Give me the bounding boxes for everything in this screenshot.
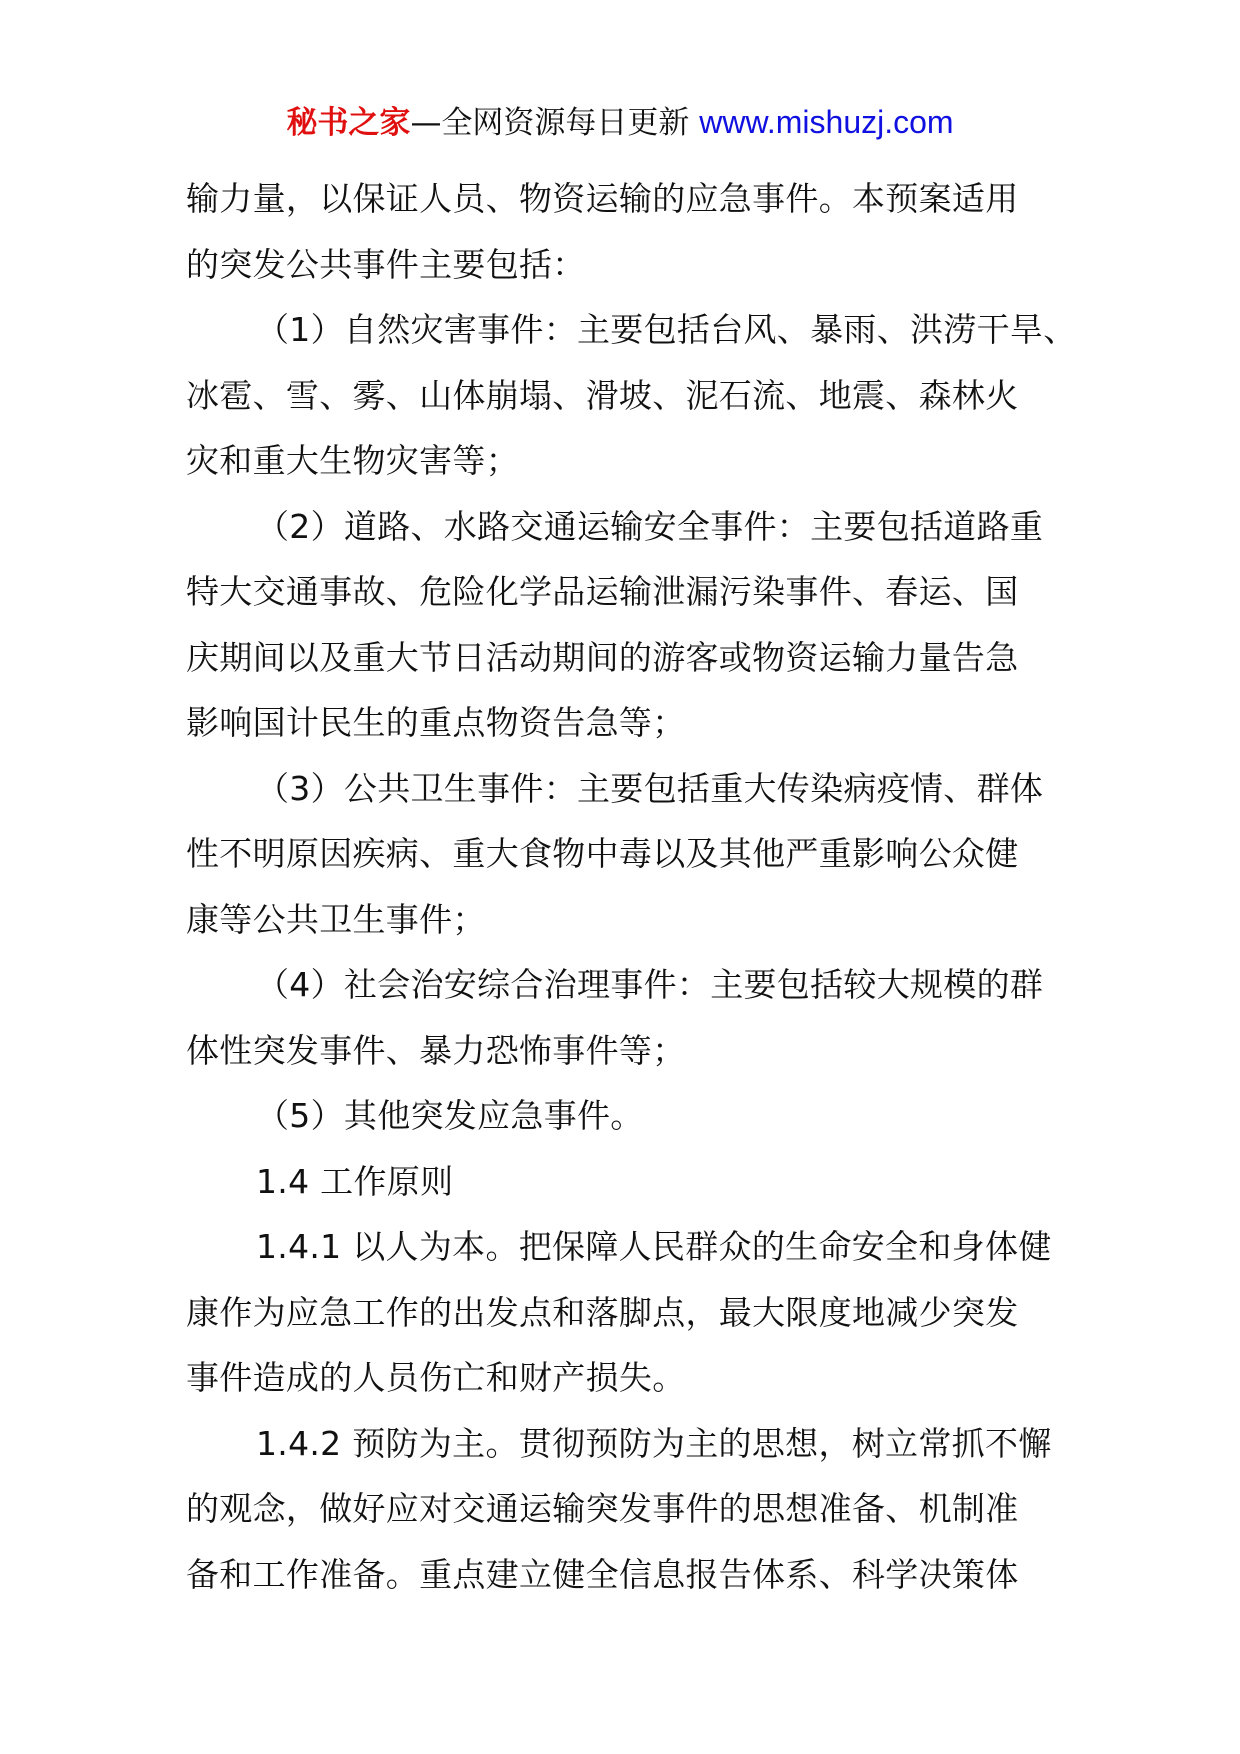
text-line: 庆期间以及重大节日活动期间的游客或物资运输力量告急: [186, 637, 1019, 677]
text-line: 1.4.2 预防为主。贯彻预防为主的思想，树立常抓不懈: [256, 1423, 1052, 1463]
text-line: 康等公共卫生事件；: [186, 899, 486, 939]
text-line: 1.4 工作原则: [256, 1161, 454, 1201]
text-line: 特大交通事故、危险化学品运输泄漏污染事件、春运、国: [186, 572, 1019, 611]
text-line: 性不明原因疾病、重大食物中毒以及其他严重影响公众健: [186, 834, 1019, 873]
site-url-link[interactable]: www.mishuzj.com: [699, 104, 954, 140]
text-line: （1）自然灾害事件：主要包括台风、暴雨、洪涝干旱、: [256, 310, 1077, 349]
text-line: 的突发公共事件主要包括：: [186, 244, 586, 284]
text-line: （4）社会治安综合治理事件：主要包括较大规模的群: [256, 965, 1044, 1004]
text-line: 的观念，做好应对交通运输突发事件的思想准备、机制准: [186, 1489, 1019, 1528]
text-line: （2）道路、水路交通运输安全事件：主要包括道路重: [256, 506, 1044, 546]
text-line: 1.4.1 以人为本。把保障人民群众的生命安全和身体健: [256, 1227, 1052, 1266]
text-line: （3）公共卫生事件：主要包括重大传染病疫情、群体: [256, 768, 1044, 808]
text-line: 输力量，以保证人员、物资运输的应急事件。本预案适用: [186, 179, 1019, 218]
brand-name: 秘书之家: [286, 105, 411, 141]
text-line: 影响国计民生的重点物资告急等；: [186, 703, 686, 742]
text-line: 康作为应急工作的出发点和落脚点，最大限度地减少突发: [186, 1292, 1019, 1332]
text-line: 灾和重大生物灾害等；: [186, 441, 519, 480]
header-tagline: —全网资源每日更新: [410, 105, 690, 141]
document-body: [186, 166, 1077, 1607]
text-line: 冰雹、雪、雾、山体崩塌、滑坡、泥石流、地震、森林火: [186, 375, 1019, 415]
text-line: 备和工作准备。重点建立健全信息报告体系、科学决策体: [186, 1554, 1019, 1594]
page-header: [0, 100, 1240, 145]
text-line: 事件造成的人员伤亡和财产损失。: [186, 1358, 686, 1397]
text-line: 体性突发事件、暴力恐怖事件等；: [186, 1030, 686, 1070]
text-line: （5）其他突发应急事件。: [256, 1096, 644, 1135]
